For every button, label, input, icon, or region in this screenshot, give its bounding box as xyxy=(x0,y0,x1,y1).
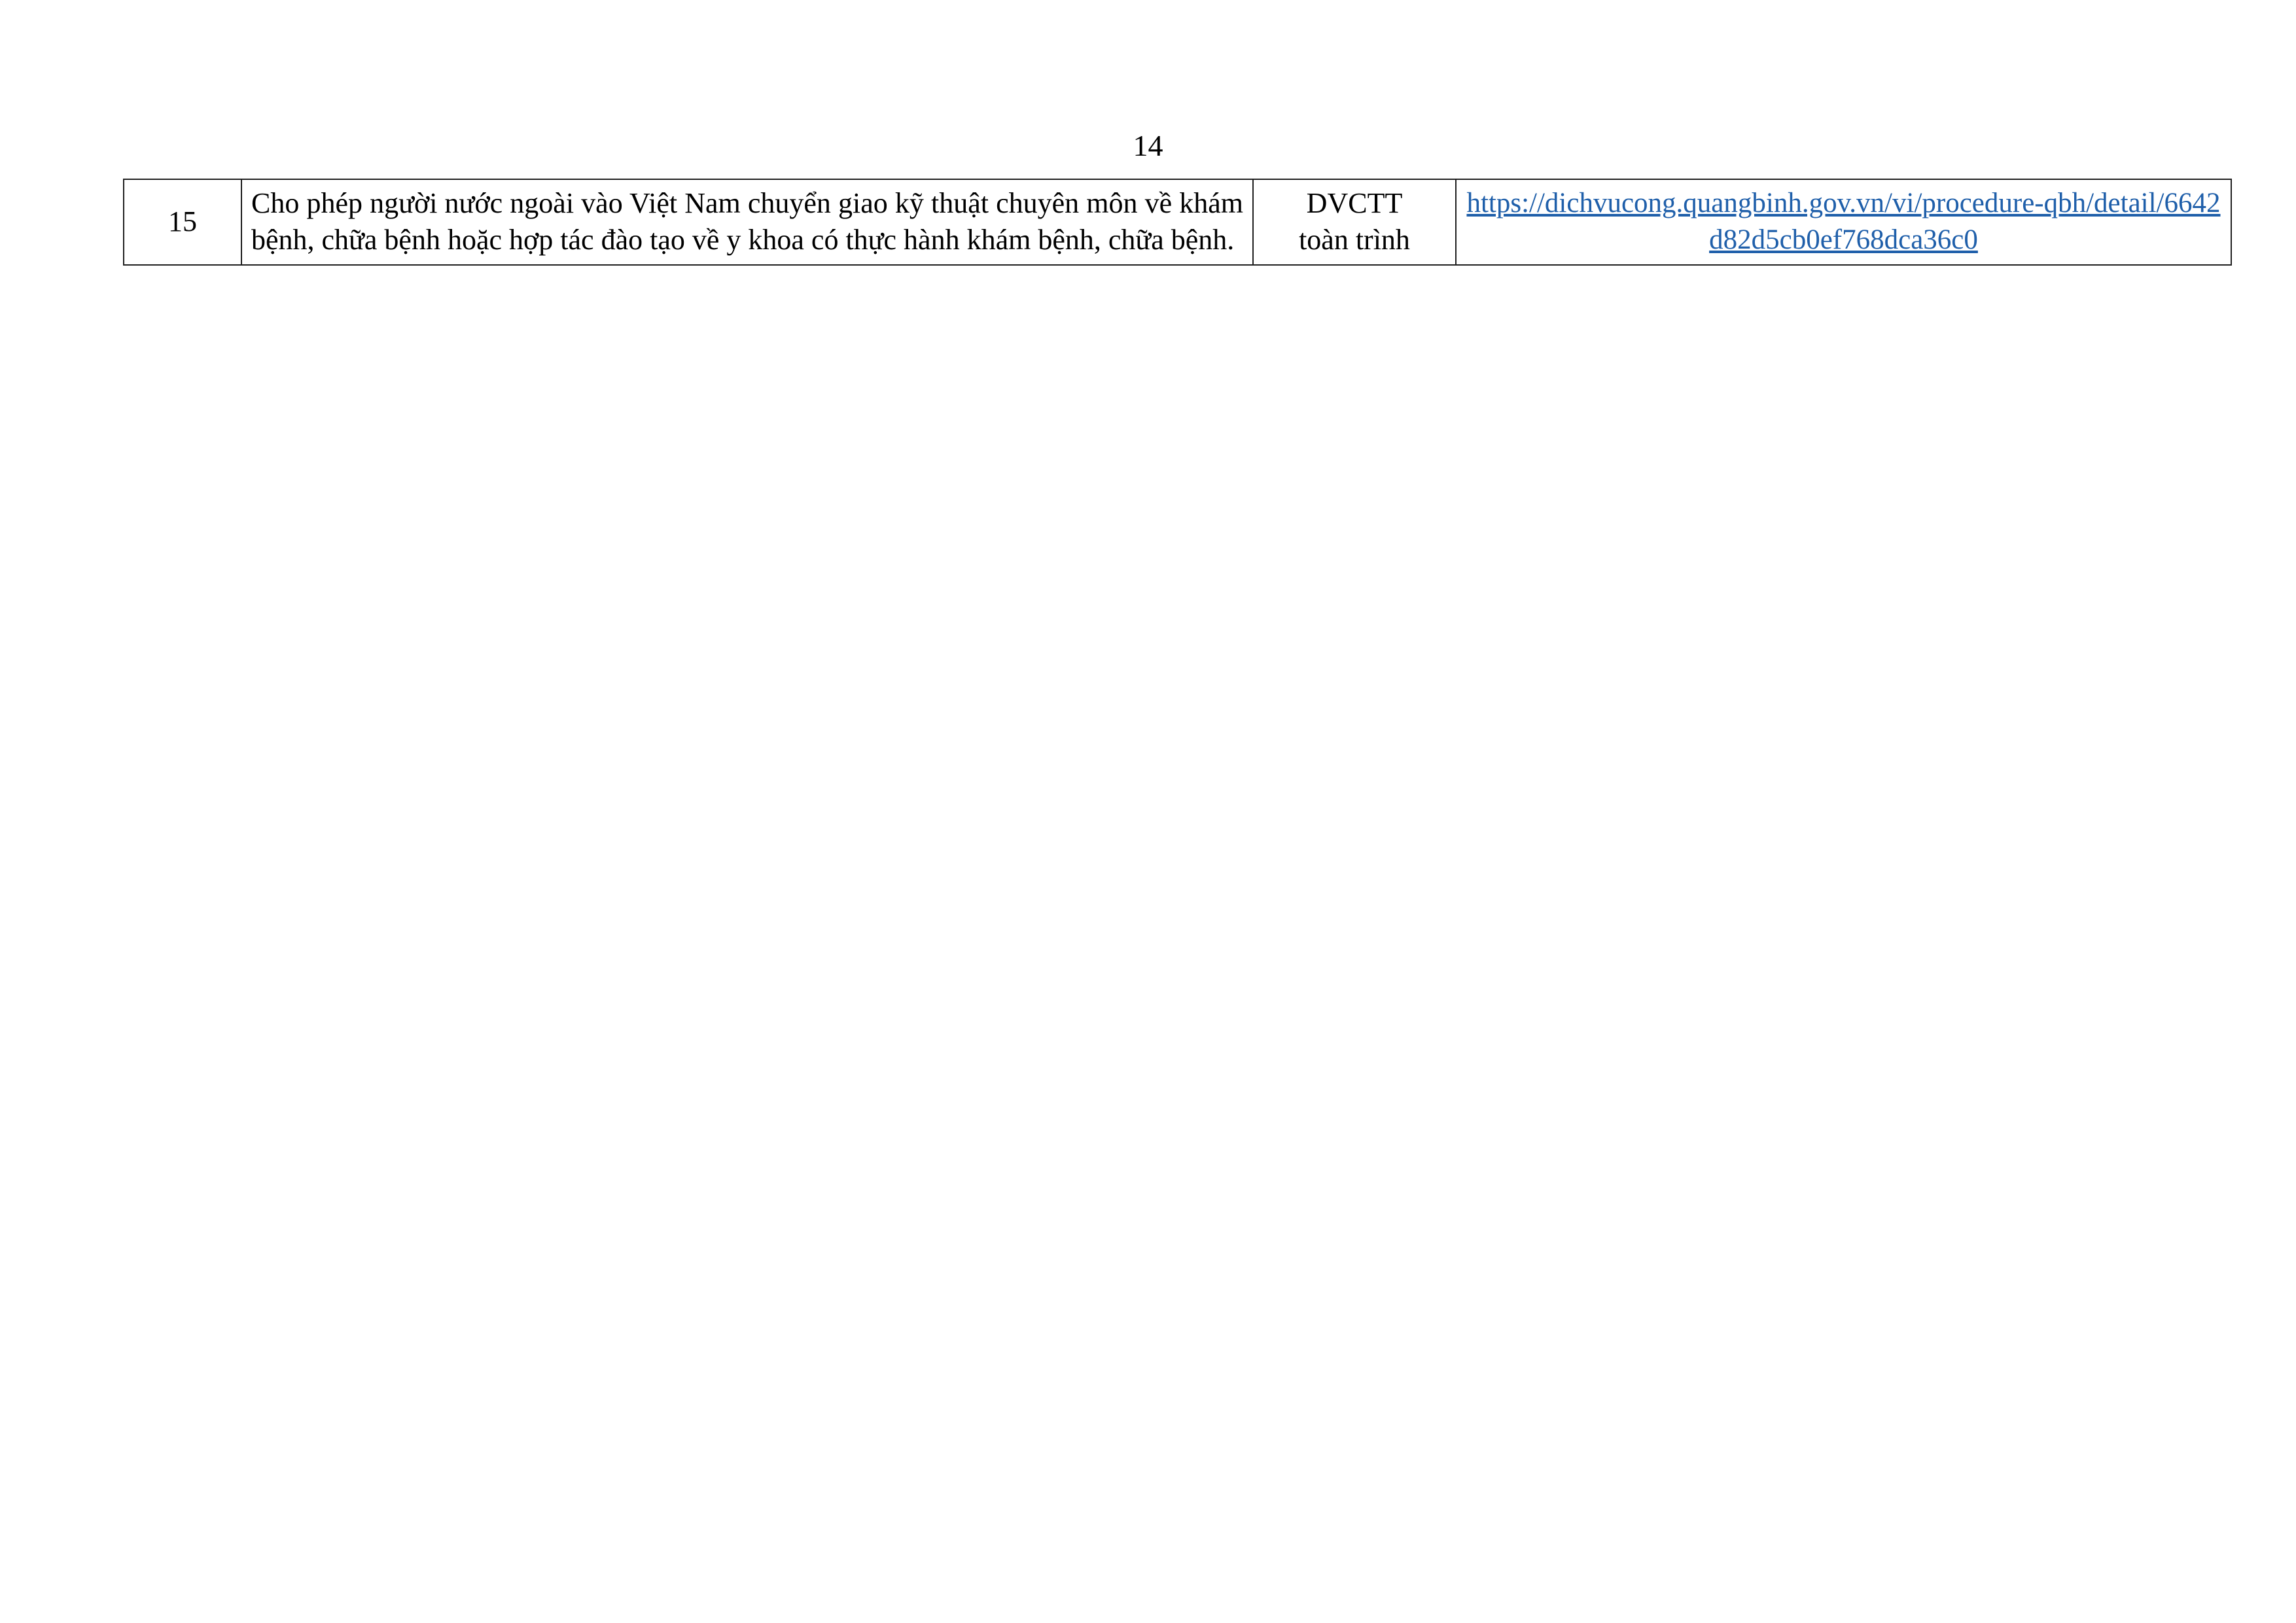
table-body xyxy=(124,179,2231,265)
row-index-cell: 15 xyxy=(124,179,241,265)
row-service-type-cell xyxy=(1253,179,1456,265)
row-link-cell xyxy=(1456,179,2231,265)
procedure-detail-link[interactable]: https://dichvucong.quangbinh.gov.vn/vi/procedure-qbh/detail/6642d82d5cb0ef768dca36c0 xyxy=(1466,188,2221,256)
row-description-cell: Cho phép người nước ngoài vào Việt Nam chuyển giao kỹ thuật chuyên môn về khám bệnh, chữa bệnh hoặc hợp tác đào tạo về y khoa có thực hành khám bệnh, chữa bệnh. xyxy=(241,179,1253,265)
service-type-line-1: DVCTT xyxy=(1306,187,1403,219)
procedures-table-container xyxy=(123,179,2221,266)
service-type-line-2: toàn trình xyxy=(1299,224,1410,256)
table-row xyxy=(124,179,2231,265)
page-number: 14 xyxy=(1133,129,1163,162)
procedures-table xyxy=(123,179,2232,266)
